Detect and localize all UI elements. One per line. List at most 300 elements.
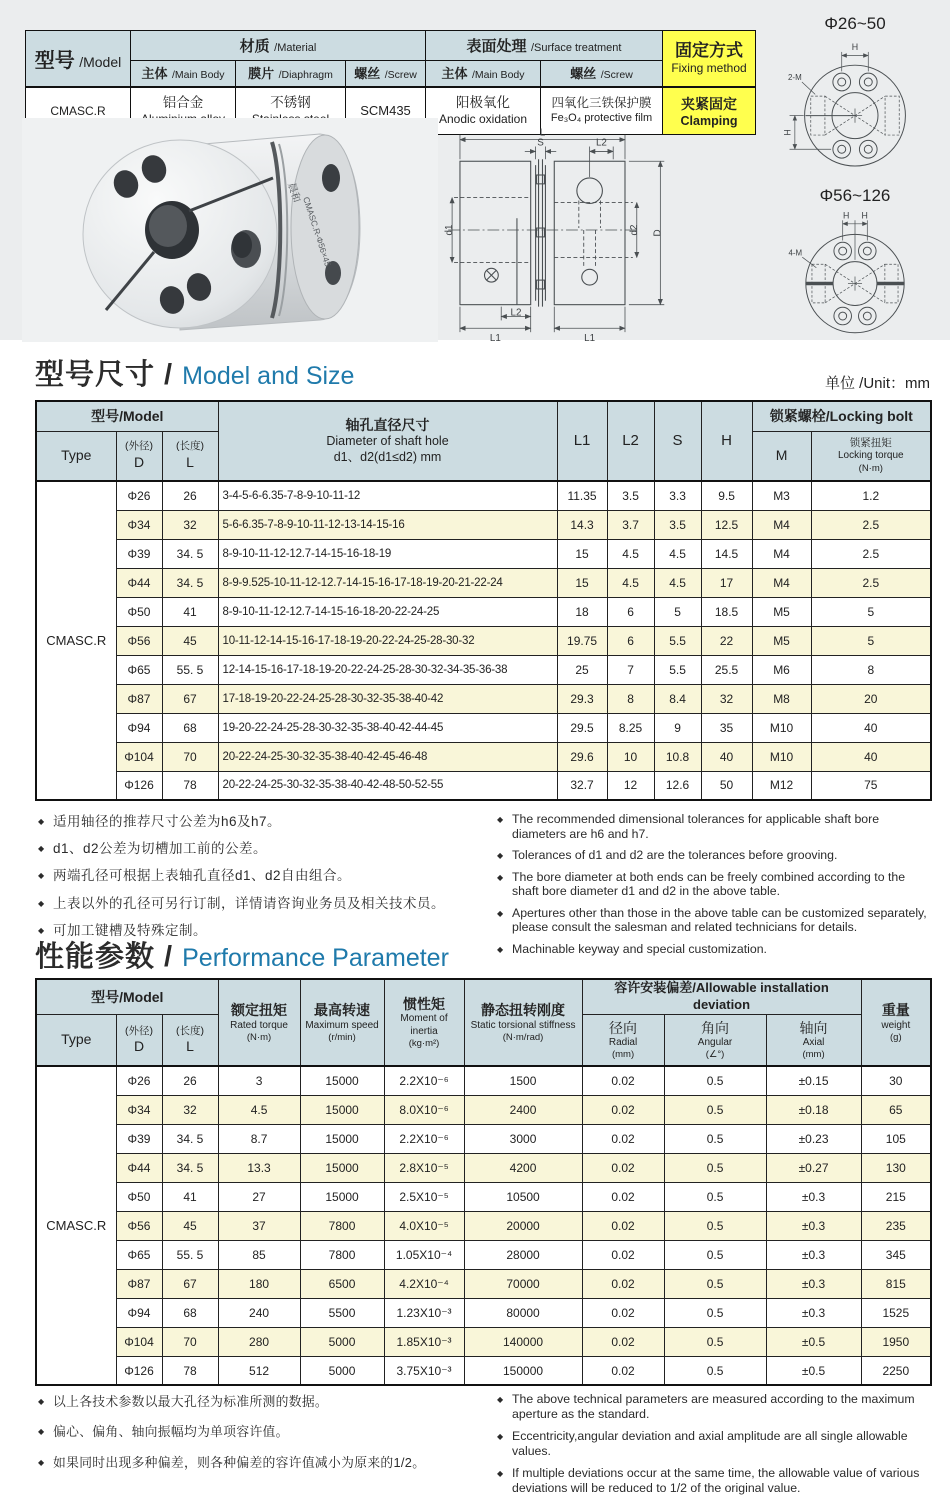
size-header-model: 型号/Model — [36, 401, 218, 431]
note-item: ◆ If multiple deviations occur at the same time, the allowable value of various deviations will be reduced to 1/2 of the original value. — [497, 1466, 935, 1495]
cell-torque: 2.5 — [811, 539, 931, 568]
cell-l: 34. 5 — [162, 568, 218, 597]
spec-surface-screw-value: 四氧化三铁保护膜 Fe₃O₄ protective film — [541, 87, 663, 135]
cell-m: M12 — [752, 771, 811, 800]
note-item: ◆ 可加工键槽及特殊定制。 — [38, 923, 488, 939]
cell-l1: 29.6 — [557, 742, 607, 771]
cell-speed: 5000 — [300, 1327, 384, 1356]
cell-holes: 17-18-19-20-22-24-25-28-30-32-35-38-40-42 — [218, 684, 557, 713]
end-view-large-title: Φ56~126 — [819, 186, 891, 205]
cell-l2: 3.5 — [607, 481, 654, 510]
cell-weight: 2250 — [861, 1356, 931, 1385]
cell-l: 32 — [162, 1095, 218, 1124]
note-item: ◆ Eccentricity,angular deviation and axial amplitude are all single allowable values. — [497, 1429, 935, 1458]
cell-l2: 7 — [607, 655, 654, 684]
note-item: ◆ 两端孔径可根据上表轴孔直径d1、d2自由组合。 — [38, 868, 488, 884]
cell-l: 26 — [162, 481, 218, 510]
dim-H-top: H — [851, 42, 859, 53]
cell-stiffness: 80000 — [464, 1298, 582, 1327]
cell-radial: 0.02 — [582, 1095, 664, 1124]
cell-l2: 8 — [607, 684, 654, 713]
cell-m: M5 — [752, 626, 811, 655]
cell-angular: 0.5 — [664, 1211, 766, 1240]
dim-H-left-top: H — [843, 210, 850, 221]
cell-d: Φ39 — [116, 539, 162, 568]
cell-l: 41 — [162, 1182, 218, 1211]
cell-d: Φ94 — [116, 1298, 162, 1327]
cell-torque: 27 — [218, 1182, 300, 1211]
cell-torque: 13.3 — [218, 1153, 300, 1182]
cell-axial: ±0.18 — [766, 1095, 861, 1124]
bolt-count-label: 2-M — [787, 73, 802, 83]
cell-d: Φ65 — [116, 1240, 162, 1269]
cell-d: Φ50 — [116, 597, 162, 626]
table-row — [36, 539, 931, 568]
cell-m: M4 — [752, 539, 811, 568]
cell-speed: 5000 — [300, 1356, 384, 1385]
cell-d: Φ34 — [116, 510, 162, 539]
cell-torque: 4.5 — [218, 1095, 300, 1124]
cell-l: 26 — [162, 1066, 218, 1095]
cell-axial: ±0.3 — [766, 1211, 861, 1240]
product-model-text: CMASC.R-Φ56×45 — [301, 195, 334, 268]
cell-l: 34. 5 — [162, 1153, 218, 1182]
table-row — [36, 1182, 931, 1211]
cell-l1: 14.3 — [557, 510, 607, 539]
spec-header-material — [131, 31, 426, 61]
cell-torque: 8.7 — [218, 1124, 300, 1153]
cell-angular: 0.5 — [664, 1356, 766, 1385]
cell-m: M4 — [752, 510, 811, 539]
cell-holes: 20-22-24-25-30-32-35-38-40-42-48-50-52-55 — [218, 771, 557, 800]
cell-d: Φ39 — [116, 1124, 162, 1153]
cell-radial: 0.02 — [582, 1153, 664, 1182]
cell-angular: 0.5 — [664, 1182, 766, 1211]
table-row — [36, 655, 931, 684]
table-row — [36, 1356, 931, 1385]
cell-l1: 15 — [557, 539, 607, 568]
cell-stiffness: 1500 — [464, 1066, 582, 1095]
size-header-locking-torque: 锁紧扭矩 Locking torque (N·m) — [811, 431, 931, 481]
table-row — [36, 684, 931, 713]
cell-s: 12.6 — [654, 771, 701, 800]
size-header-m: M — [752, 431, 811, 481]
dim-L2-top: L2 — [595, 137, 607, 149]
perf-notes-en — [497, 1392, 935, 1503]
cell-l: 55. 5 — [162, 655, 218, 684]
cell-radial: 0.02 — [582, 1240, 664, 1269]
size-header-s: S — [654, 401, 701, 481]
cell-l1: 19.75 — [557, 626, 607, 655]
cell-torque: 1.2 — [811, 481, 931, 510]
cell-m: M10 — [752, 742, 811, 771]
cell-s: 9 — [654, 713, 701, 742]
label-zh: 螺丝 — [570, 66, 597, 82]
end-view-small — [766, 14, 944, 179]
spec-fixing-value: 夹紧固定 Clamping — [663, 87, 756, 135]
table-row — [36, 597, 931, 626]
label-en: /Surface treatment — [530, 42, 622, 54]
label-zh: 表面处理 — [466, 38, 527, 55]
spec-header-fixing-method — [663, 31, 756, 87]
cell-torque: 280 — [218, 1327, 300, 1356]
perf-header-radial: 径向 Radial (mm) — [582, 1014, 664, 1066]
cell-l1: 18 — [557, 597, 607, 626]
cell-h: 25.5 — [701, 655, 752, 684]
end-view-large-drawing — [775, 208, 935, 338]
dim-H-left: H — [782, 129, 793, 136]
table-row — [36, 1298, 931, 1327]
performance-table — [35, 978, 932, 1386]
table-row — [36, 510, 931, 539]
cell-angular: 0.5 — [664, 1153, 766, 1182]
cell-axial: ±0.3 — [766, 1269, 861, 1298]
size-table — [35, 400, 932, 801]
cell-holes: 5-6-6.35-7-8-9-10-11-12-13-14-15-16 — [218, 510, 557, 539]
note-item: ◆ 以上各技术参数以最大孔径为标准所测的数据。 — [38, 1394, 488, 1409]
cell-weight: 65 — [861, 1095, 931, 1124]
cell-m: M10 — [752, 713, 811, 742]
spec-header-model — [26, 31, 131, 87]
cell-weight: 215 — [861, 1182, 931, 1211]
table-row — [36, 771, 931, 800]
note-item: ◆ Apertures other than those in the above table can be customized separately, please consult the salesman and related technicians for details. — [497, 906, 935, 935]
cell-axial: ±0.27 — [766, 1153, 861, 1182]
cell-d: Φ56 — [116, 626, 162, 655]
table-row — [36, 1327, 931, 1356]
cell-l: 70 — [162, 1327, 218, 1356]
top-panel — [0, 0, 950, 345]
cell-angular: 0.5 — [664, 1327, 766, 1356]
cell-speed: 7800 — [300, 1240, 384, 1269]
cell-holes: 8-9-9.525-10-11-12-12.7-14-15-16-17-18-19-20-21-22-24 — [218, 568, 557, 597]
section-title-en: Performance Parameter — [182, 944, 449, 972]
cell-d: Φ87 — [116, 684, 162, 713]
perf-header-type: Type — [36, 1014, 116, 1066]
size-header-shaft-hole: 轴孔直径尺寸 Diameter of shaft hole d1、d2(d1≤d2) mm — [218, 401, 557, 481]
spec-subheader-main-body — [131, 61, 236, 87]
cell-holes: 19-20-22-24-25-28-30-32-35-38-40-42-44-45 — [218, 713, 557, 742]
cell-s: 5 — [654, 597, 701, 626]
section-title-en: Model and Size — [182, 362, 355, 390]
table-row — [36, 742, 931, 771]
size-header-l: (长度) L — [162, 431, 218, 481]
perf-header-stiffness: 静态扭转刚度 Static torsional stiffness (N·m/rad) — [464, 979, 582, 1066]
note-item: ◆ 上表以外的孔径可另行订制，详情请咨询业务员及相关技术员。 — [38, 896, 488, 912]
table-row — [36, 481, 931, 510]
type-cell: CMASC.R — [36, 481, 116, 800]
cell-inertia: 1.23X10⁻³ — [384, 1298, 464, 1327]
label-zh: 螺丝 — [354, 66, 381, 82]
dim-d2: d2 — [628, 224, 640, 236]
note-item: ◆ Machinable keyway and special customization. — [497, 942, 935, 957]
spec-subheader-surface-main — [426, 61, 541, 87]
size-notes-en — [497, 812, 935, 963]
cell-torque: 512 — [218, 1356, 300, 1385]
cell-m: M3 — [752, 481, 811, 510]
cell-d: Φ65 — [116, 655, 162, 684]
cell-l: 32 — [162, 510, 218, 539]
cell-holes: 20-22-24-25-30-32-35-38-40-42-45-46-48 — [218, 742, 557, 771]
cell-radial: 0.02 — [582, 1211, 664, 1240]
cell-l2: 6 — [607, 597, 654, 626]
cell-h: 17 — [701, 568, 752, 597]
table-row — [36, 1240, 931, 1269]
label-zh: 膜片 — [248, 66, 275, 82]
size-notes-zh — [38, 814, 488, 950]
cell-d: Φ104 — [116, 1327, 162, 1356]
cell-inertia: 3.75X10⁻³ — [384, 1356, 464, 1385]
cell-m: M6 — [752, 655, 811, 684]
cell-s: 5.5 — [654, 655, 701, 684]
cell-speed: 15000 — [300, 1095, 384, 1124]
cell-torque: 75 — [811, 771, 931, 800]
cell-h: 12.5 — [701, 510, 752, 539]
cell-axial: ±0.3 — [766, 1298, 861, 1327]
product-photo — [22, 118, 438, 342]
cell-speed: 5500 — [300, 1298, 384, 1327]
size-header-d: (外径) D — [116, 431, 162, 481]
cell-h: 9.5 — [701, 481, 752, 510]
cell-h: 50 — [701, 771, 752, 800]
cell-torque: 40 — [811, 713, 931, 742]
note-item: ◆ Tolerances of d1 and d2 are the tolerances before grooving. — [497, 848, 935, 863]
cell-d: Φ34 — [116, 1095, 162, 1124]
label-en: /Model — [79, 53, 122, 70]
perf-header-model: 型号/Model — [36, 979, 218, 1014]
cell-h: 32 — [701, 684, 752, 713]
cell-axial: ±0.5 — [766, 1327, 861, 1356]
size-header-locking-bolt: 锁紧螺栓/Locking bolt — [752, 401, 931, 431]
cell-speed: 6500 — [300, 1269, 384, 1298]
cell-l: 45 — [162, 626, 218, 655]
cell-inertia: 2.2X10⁻⁶ — [384, 1124, 464, 1153]
spec-header-surface — [426, 31, 663, 61]
table-row — [36, 713, 931, 742]
cell-d: Φ50 — [116, 1182, 162, 1211]
cell-radial: 0.02 — [582, 1298, 664, 1327]
cell-speed: 15000 — [300, 1124, 384, 1153]
note-item: ◆ 偏心、偏角、轴向振幅均为单项容许值。 — [38, 1424, 488, 1439]
label-zh: 主体 — [141, 66, 168, 82]
cell-l: 34. 5 — [162, 1124, 218, 1153]
cell-torque: 2.5 — [811, 568, 931, 597]
cell-s: 3.5 — [654, 510, 701, 539]
cell-inertia: 2.2X10⁻⁶ — [384, 1066, 464, 1095]
cell-m: M8 — [752, 684, 811, 713]
dim-d1: d1 — [444, 224, 456, 236]
size-header-l1: L1 — [557, 401, 607, 481]
perf-header-l: (长度) L — [162, 1014, 218, 1066]
cell-l1: 15 — [557, 568, 607, 597]
label-zh: 固定方式 — [675, 40, 743, 60]
cell-torque: 37 — [218, 1211, 300, 1240]
section-title-zh: 性能参数 / — [35, 941, 174, 973]
cell-weight: 1525 — [861, 1298, 931, 1327]
size-section-title — [35, 352, 354, 393]
cell-d: Φ44 — [116, 1153, 162, 1182]
cell-l: 45 — [162, 1211, 218, 1240]
cell-stiffness: 70000 — [464, 1269, 582, 1298]
size-header-type: Type — [36, 431, 116, 481]
cell-speed: 15000 — [300, 1153, 384, 1182]
table-row — [36, 1124, 931, 1153]
table-row — [36, 1211, 931, 1240]
cell-s: 8.4 — [654, 684, 701, 713]
cell-stiffness: 10500 — [464, 1182, 582, 1211]
cell-l1: 11.35 — [557, 481, 607, 510]
note-item: ◆ The above technical parameters are measured according to the maximum aperture as the standard. — [497, 1392, 935, 1421]
cell-speed: 7800 — [300, 1211, 384, 1240]
cell-torque: 40 — [811, 742, 931, 771]
cell-h: 18.5 — [701, 597, 752, 626]
cell-l: 67 — [162, 684, 218, 713]
size-header-h: H — [701, 401, 752, 481]
cell-holes: 10-11-12-14-15-16-17-18-19-20-22-24-25-28-30-32 — [218, 626, 557, 655]
perf-header-weight: 重量 weight (g) — [861, 979, 931, 1066]
cell-angular: 0.5 — [664, 1269, 766, 1298]
dim-L1-right: L1 — [584, 333, 596, 345]
cell-l2: 10 — [607, 742, 654, 771]
spec-diaphragm-value: 不锈钢 — [236, 87, 346, 135]
cell-speed: 15000 — [300, 1066, 384, 1095]
table-row — [36, 1153, 931, 1182]
perf-header-inertia: 惯性矩 Moment of inertia (kg·m²) — [384, 979, 464, 1066]
cell-torque: 240 — [218, 1298, 300, 1327]
cell-torque: 8 — [811, 655, 931, 684]
cell-radial: 0.02 — [582, 1356, 664, 1385]
cell-radial: 0.02 — [582, 1124, 664, 1153]
perf-section-title — [35, 934, 449, 975]
cell-l: 68 — [162, 1298, 218, 1327]
spec-subheader-screw — [346, 61, 426, 87]
label-en: /Screw — [384, 69, 417, 82]
cell-inertia: 4.2X10⁻⁴ — [384, 1269, 464, 1298]
cell-inertia: 2.5X10⁻⁵ — [384, 1182, 464, 1211]
cell-radial: 0.02 — [582, 1327, 664, 1356]
cell-l1: 25 — [557, 655, 607, 684]
cell-l: 55. 5 — [162, 1240, 218, 1269]
cell-m: M4 — [752, 568, 811, 597]
cell-l2: 8.25 — [607, 713, 654, 742]
cell-weight: 815 — [861, 1269, 931, 1298]
cell-h: 22 — [701, 626, 752, 655]
cell-torque: 5 — [811, 597, 931, 626]
cell-l1: 32.7 — [557, 771, 607, 800]
cell-l: 67 — [162, 1269, 218, 1298]
cell-stiffness: 3000 — [464, 1124, 582, 1153]
size-header-l2: L2 — [607, 401, 654, 481]
cell-holes: 3-4-5-6-6.35-7-8-9-10-11-12 — [218, 481, 557, 510]
table-row — [36, 626, 931, 655]
cell-torque: 180 — [218, 1269, 300, 1298]
cell-torque: 20 — [811, 684, 931, 713]
cell-radial: 0.02 — [582, 1066, 664, 1095]
dim-L: L — [539, 127, 546, 139]
cell-axial: ±0.23 — [766, 1124, 861, 1153]
label-en: /Material — [274, 42, 317, 54]
cell-inertia: 1.85X10⁻³ — [384, 1327, 464, 1356]
cell-l1: 29.5 — [557, 713, 607, 742]
unit-label: 单位 /Unit：mm — [824, 375, 930, 392]
cell-l2: 6 — [607, 626, 654, 655]
cell-weight: 1950 — [861, 1327, 931, 1356]
cell-radial: 0.02 — [582, 1182, 664, 1211]
cell-axial: ±0.3 — [766, 1182, 861, 1211]
cell-angular: 0.5 — [664, 1095, 766, 1124]
perf-header-deviation: 容许安装偏差/Allowable installation deviation — [582, 979, 861, 1014]
cell-d: Φ94 — [116, 713, 162, 742]
label-en: /Main Body — [171, 69, 225, 82]
cell-s: 10.8 — [654, 742, 701, 771]
cell-l2: 3.7 — [607, 510, 654, 539]
cell-h: 35 — [701, 713, 752, 742]
perf-notes-zh — [38, 1394, 488, 1485]
cell-angular: 0.5 — [664, 1240, 766, 1269]
label-zh: 材质 — [239, 38, 270, 55]
cell-h: 40 — [701, 742, 752, 771]
type-cell: CMASC.R — [36, 1066, 116, 1385]
perf-header-angular: 角向 Angular (∠°) — [664, 1014, 766, 1066]
section-title-zh: 型号尺寸 / — [35, 359, 174, 391]
cell-angular: 0.5 — [664, 1066, 766, 1095]
cell-speed: 15000 — [300, 1182, 384, 1211]
cell-inertia: 1.05X10⁻⁴ — [384, 1240, 464, 1269]
cell-l2: 4.5 — [607, 539, 654, 568]
cell-d: Φ126 — [116, 1356, 162, 1385]
label-zh: 型号 — [34, 49, 75, 72]
cell-d: Φ26 — [116, 1066, 162, 1095]
spec-subheader-diaphragm — [236, 61, 346, 87]
cell-l1: 29.3 — [557, 684, 607, 713]
cell-axial: ±0.15 — [766, 1066, 861, 1095]
cell-stiffness: 20000 — [464, 1211, 582, 1240]
note-item: ◆ 如果同时出现多种偏差，则各种偏差的容许值减小为原来的1/2。 — [38, 1455, 488, 1470]
cell-weight: 130 — [861, 1153, 931, 1182]
perf-header-max-speed: 最高转速 Maximum speed (r/min) — [300, 979, 384, 1066]
label-en: /Diaphragm — [278, 69, 333, 82]
cell-inertia: 4.0X10⁻⁵ — [384, 1211, 464, 1240]
cell-s: 4.5 — [654, 568, 701, 597]
end-view-large — [766, 186, 944, 343]
dim-S: S — [537, 137, 544, 149]
spec-screw-value: SCM435 — [346, 87, 426, 135]
end-view-small-title: Φ26~50 — [824, 14, 886, 33]
spec-main-body-value: 铝合金 — [131, 87, 236, 135]
cell-d: Φ104 — [116, 742, 162, 771]
cell-l: 70 — [162, 742, 218, 771]
cell-axial: ±0.5 — [766, 1356, 861, 1385]
cell-d: Φ87 — [116, 1269, 162, 1298]
cell-s: 4.5 — [654, 539, 701, 568]
cell-holes: 12-14-15-16-17-18-19-20-22-24-25-28-30-32-34-35-36-38 — [218, 655, 557, 684]
label-en: /Screw — [600, 69, 633, 82]
label-zh: 主体 — [441, 66, 468, 82]
cell-l2: 4.5 — [607, 568, 654, 597]
cell-d: Φ44 — [116, 568, 162, 597]
cell-l: 68 — [162, 713, 218, 742]
spec-model-value: CMASC.R — [26, 87, 131, 135]
cell-s: 5.5 — [654, 626, 701, 655]
cell-angular: 0.5 — [664, 1298, 766, 1327]
note-item: ◆ The recommended dimensional tolerances for applicable shaft bore diameters are h6 and h7. — [497, 812, 935, 841]
cell-s: 3.3 — [654, 481, 701, 510]
cell-weight: 235 — [861, 1211, 931, 1240]
table-row — [36, 1269, 931, 1298]
spec-surface-main-value: 阳极氧化 Anodic oxidation — [426, 87, 541, 135]
cell-radial: 0.02 — [582, 1269, 664, 1298]
table-row — [36, 1066, 931, 1095]
